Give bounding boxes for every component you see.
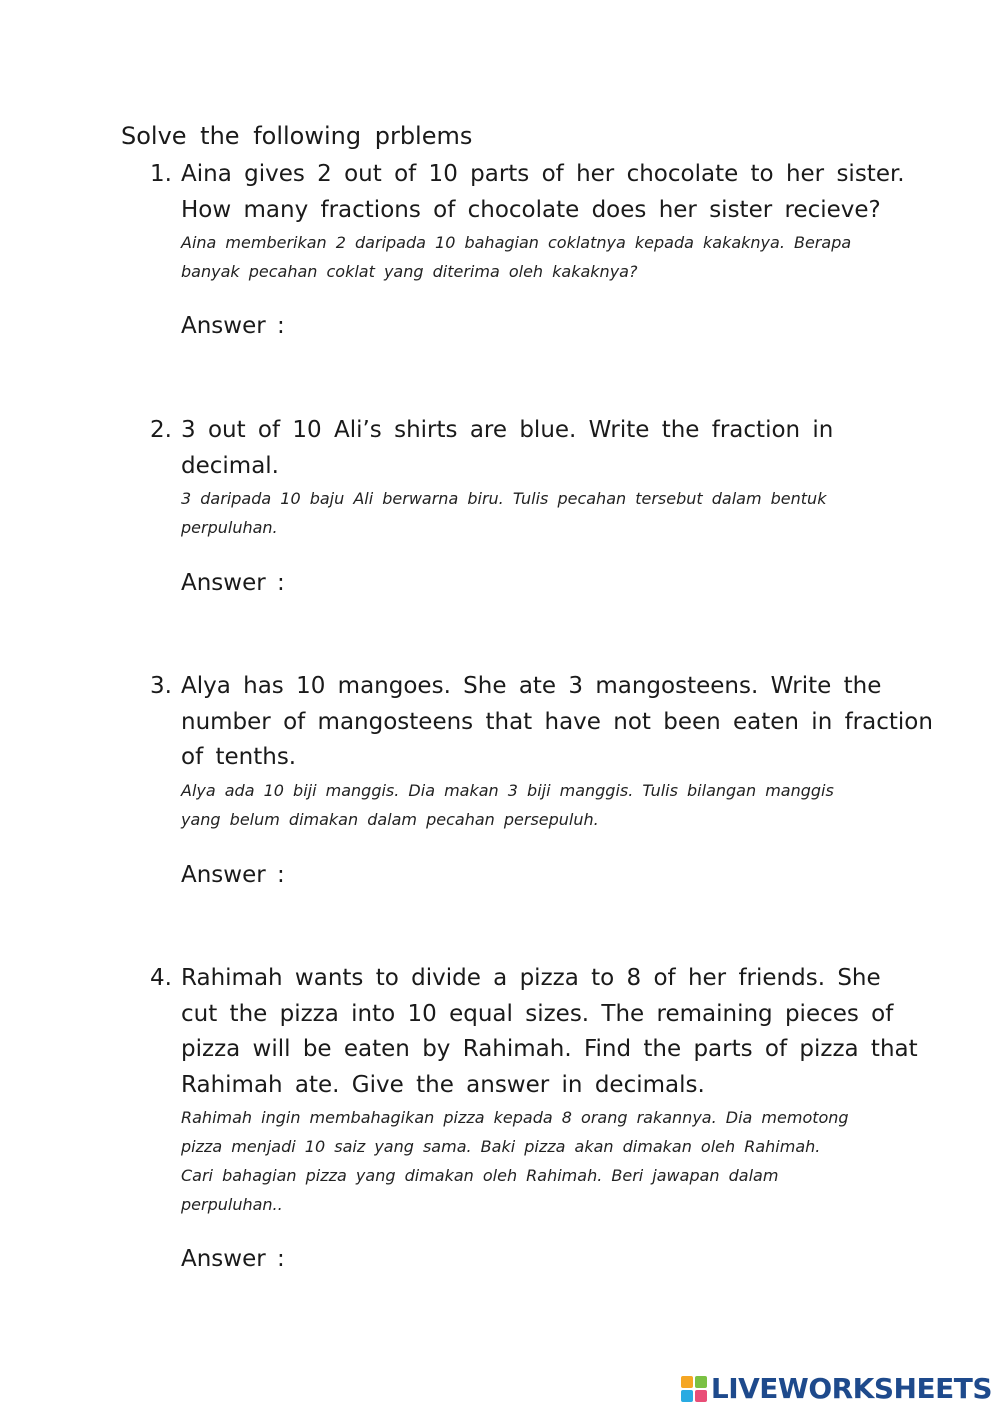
answer-field-3[interactable]: Answer :	[181, 862, 285, 888]
question-1	[150, 157, 905, 286]
question-english-text	[181, 669, 933, 776]
logo-tile	[695, 1376, 707, 1388]
question-english-line: decimal.	[181, 452, 279, 479]
question-english-line: How many fractions of chocolate does her sister recieve?	[181, 196, 881, 223]
question-malay-line: pizza menjadi 10 saiz yang sama. Baki pizza akan dimakan oleh Rahimah.	[181, 1137, 821, 1156]
question-english-line: of tenths.	[181, 744, 297, 770]
question-malay-text	[181, 1103, 890, 1219]
question-number: 2.	[150, 417, 172, 443]
liveworksheets-brand	[681, 1372, 992, 1405]
question-malay-line: perpuluhan..	[181, 1195, 283, 1214]
question-english-text	[181, 413, 890, 484]
question-malay-line: Cari bahagian pizza yang dimakan oleh Rahimah. Beri jawapan dalam	[181, 1166, 779, 1185]
question-malay-text	[181, 228, 890, 286]
liveworksheets-logo-icon	[681, 1376, 707, 1402]
question-2	[150, 413, 890, 542]
question-english-line: Aina gives 2 out of 10 parts of her chocolate to her sister.	[181, 161, 905, 187]
question-number: 4.	[150, 965, 172, 991]
question-malay-line: Aina memberikan 2 daripada 10 bahagian coklatnya kepada kakaknya. Berapa	[181, 233, 852, 252]
question-3	[150, 669, 933, 834]
question-malay-line: yang belum dimakan dalam pecahan persepuluh.	[181, 809, 599, 829]
question-english-line: cut the pizza into 10 equal sizes. The remaining pieces of	[181, 1000, 894, 1027]
question-english-line: pizza will be eaten by Rahimah. Find the parts of pizza that	[181, 1036, 918, 1062]
question-english-line: Rahimah ate. Give the answer in decimals.	[181, 1071, 705, 1098]
question-malay-line: Alya ada 10 biji manggis. Dia makan 3 biji manggis. Tulis bilangan manggis	[181, 780, 834, 800]
question-english-line: Alya has 10 mangoes. She ate 3 mangosteens. Write the	[181, 673, 882, 699]
question-malay-line: perpuluhan.	[181, 518, 278, 537]
answer-field-2[interactable]: Answer :	[181, 570, 285, 596]
answer-field-4[interactable]: Answer :	[181, 1246, 285, 1272]
question-number: 3.	[150, 673, 172, 699]
question-malay-line: Rahimah ingin membahagikan pizza kepada 8 orang rakannya. Dia memotong	[181, 1108, 849, 1127]
question-malay-text	[181, 776, 890, 834]
question-malay-line: 3 daripada 10 baju Ali berwarna biru. Tulis pecahan tersebut dalam bentuk	[181, 489, 827, 508]
logo-tile	[681, 1376, 693, 1388]
question-english-text	[181, 961, 918, 1103]
question-malay-line: banyak pecahan coklat yang diterima oleh kakaknya?	[181, 262, 638, 281]
liveworksheets-wordmark: LIVEWORKSHEETS	[710, 1372, 992, 1405]
question-english-line: Rahimah wants to divide a pizza to 8 of her friends. She	[181, 965, 881, 991]
question-english-line: 3 out of 10 Ali’s shirts are blue. Write the fraction in	[181, 417, 834, 443]
question-4	[150, 961, 918, 1219]
question-english-text	[181, 157, 905, 228]
logo-tile	[681, 1390, 693, 1402]
question-english-line: number of mangosteens that have not been eaten in fraction	[181, 708, 933, 735]
worksheet-heading: Solve the following prblems	[121, 122, 473, 150]
logo-tile	[695, 1390, 707, 1402]
question-number: 1.	[150, 161, 172, 187]
question-malay-text	[181, 484, 890, 542]
answer-field-1[interactable]: Answer :	[181, 313, 285, 339]
